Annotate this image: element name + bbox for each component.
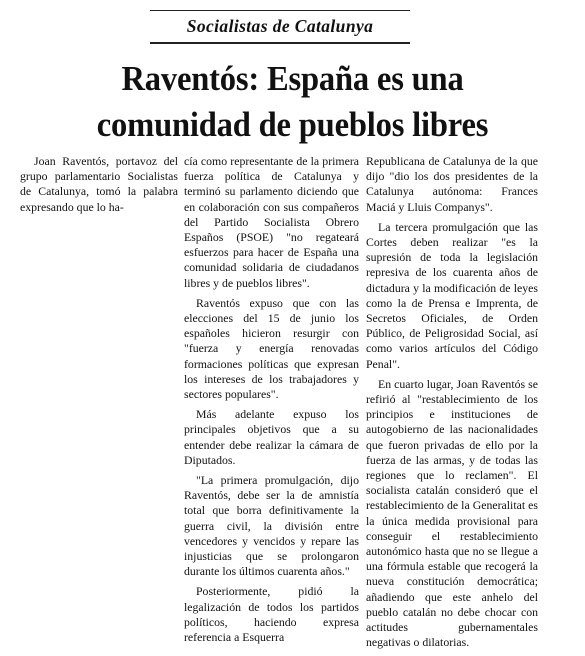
section-header bbox=[150, 10, 410, 44]
article-column-2 bbox=[184, 154, 359, 650]
section-title: Socialistas de Catalunya bbox=[186, 16, 374, 36]
headline-line-1: Raventós: España es una bbox=[121, 59, 464, 98]
headline bbox=[20, 56, 564, 148]
article-column-3 bbox=[366, 154, 538, 656]
article-column-1 bbox=[20, 154, 178, 220]
paragraph: Joan Raventós, portavoz del grupo parlamentario Socialistas de Catalunya, tomó la palabra expresando que lo ha- bbox=[20, 154, 178, 214]
paragraph: Republicana de Catalunya de la que dijo "dio los dos presidentes de la Catalunya autónoma: Frances Maciá y Lluis Companys". bbox=[366, 154, 538, 214]
paragraph: En cuarto lugar, Joan Raventós se refirió al "restablecimiento de los principios e instituciones de autogobierno de las nacionalidades que fueron privadas de ello por la fuerza de las armas, y de todas las regiones que lo reclamen". El socialista catalán consideró que el restablecimiento de la Generalitat es la única medida provisional para conseguir el restablecimiento autonómico hasta que no se llegue a una fórmula estable que recogerá la nueva constitución democrática; añadiendo que este anhelo del pueblo catalán no debe chocar con actitudes gubernamentales negativas o dilatorias. bbox=[366, 376, 538, 650]
paragraph: Raventós expuso que con las elecciones del 15 de junio los españoles hicieron resurgir con "fuerza y energía renovadas formaciones políticas que expresan los intereses de los trabajadores y sectores populares". bbox=[184, 295, 359, 402]
paragraph: Posteriormente, pidió la legalización de todos los partidos políticos, haciendo expresa referencia a Esquerra bbox=[184, 584, 359, 645]
paragraph: La tercera promulgación que las Cortes deben realizar "es la supresión de toda la legislación represiva de los cuarenta años de dictadura y la modificación de leyes como la de Prensa e Imprenta, de Secretos Oficiales, de Orden Público, de Peligrosidad Social, así como varios artículos del Código Penal". bbox=[366, 219, 538, 371]
paragraph: cía como representante de la primera fuerza política de Catalunya y terminó su parlamento diciendo que en colaboración con sus compañeros del Partido Socialista Obrero Españos (PSOE) "no regateará esfuerzos para hacer de España una comunidad solidaria de ciudadanos libres y de pueblos libres". bbox=[184, 154, 359, 290]
paragraph: "La primera promulgación, dijo Raventós, debe ser la de amnistía total que borra definitivamente la guerra civil, la división entre vencedores y vencidos y repare las injusticias que se prolongaron durante los últimos cuarenta años." bbox=[184, 473, 359, 579]
paragraph: Más adelante expuso los principales objetivos que a su entender debe realizar la cámara de Diputados. bbox=[184, 407, 359, 467]
headline-line-2: comunidad de pueblos libres bbox=[96, 105, 489, 144]
